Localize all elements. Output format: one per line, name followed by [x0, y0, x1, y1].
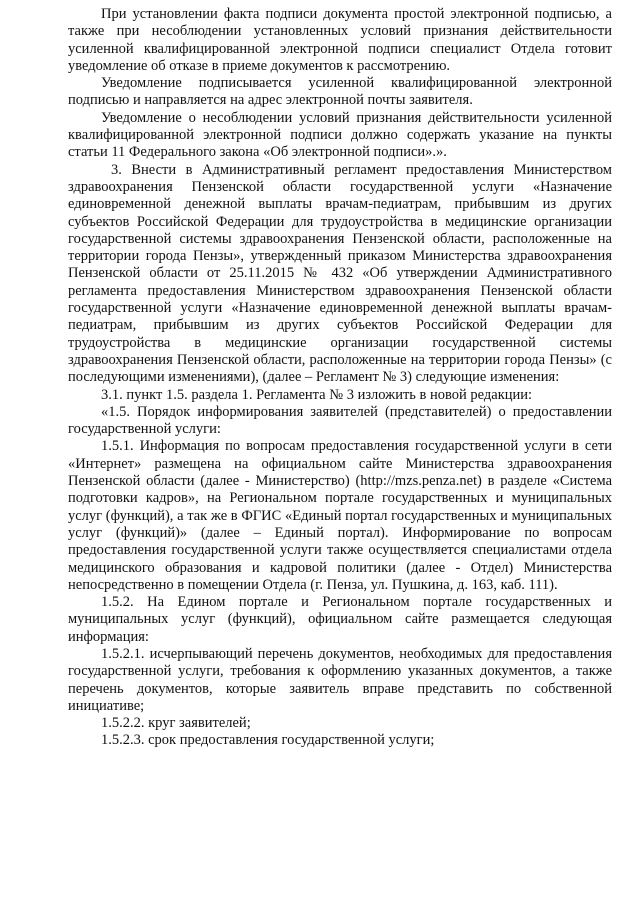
paragraph-6: «1.5. Порядок информирования заявителей (представителей) о предоставлении государственной услуги: [68, 403, 612, 438]
paragraph-1: При установлении факта подписи документа простой электронной подписью, а также при несоблюдении установленных условий признания действительности усиленной квалифицированной электронной подписи специалист Отдела готовит уведомление об отказе в приеме документов к рассмотрению. [68, 6, 612, 74]
paragraph-3: Уведомление о несоблюдении условий признания действительности усиленной квалифицированной электронной подписи должно содержать указание на пункты статьи 11 Федерального закона «Об электронной подписи».». [68, 109, 612, 161]
paragraph-11: 1.5.2.3. срок предоставления государственной услуги; [101, 732, 435, 749]
paragraph-2: Уведомление подписывается усиленной квалифицированной электронной подписью и направляется на адрес электронной почты заявителя. [68, 75, 612, 109]
paragraph-5: 3.1. пункт 1.5. раздела 1. Регламента № 3 изложить в новой редакции: [101, 386, 533, 403]
paragraph-7: 1.5.1. Информация по вопросам предоставления государственной услуги в сети «Интернет» размещена на официальном сайте Министерства здравоохранения Пензенской области (далее - Министерство) (http://mzs.penza.net) в разделе «Система подготовки кадров», на Региональном портале государственных и муниципальных услуг (функций), а так же в ФГИС «Единый портал государственных и муниципальных услуг (функций)» (далее – Единый портал). Информирование по вопросам предоставления государственной услуги также осуществляется специалистами отдела медицинского образования и кадровой политики (далее - Отдел) Министерства непосредственно в помещении Отдела (г. Пенза, ул. Пушкина, д. 163, каб. 111). [68, 438, 612, 593]
paragraph-9: 1.5.2.1. исчерпывающий перечень документов, необходимых для предоставления государственной услуги, требования к оформлению указанных документов, а также перечень документов, которые заявитель вправе представить по собственной инициативе; [68, 645, 612, 714]
paragraph-4: 3. Внести в Административный регламент предоставления Министерством здравоохранения Пензенской области государственной услуги «Назначение единовременной денежной выплаты врачам-педиатрам, прибывшим из других субъектов Российской Федерации для трудоустройства в медицинские организации государственной системы здравоохранения Пензенской области, расположенные на территории города Пензы», утвержденный приказом Министерства здравоохранения Пензенской области от 25.11.2015 № 432 «Об утверждении Административного регламента предоставления Министерством здравоохранения Пензенской области государственной услуги «Назначение единовременной денежной выплаты врачам-педиатрам, прибывшим из других субъектов Российской Федерации для трудоустройства в медицинские организации государственной системы здравоохранения Пензенской области, расположенные на территории города Пензы» (с последующими изменениями), (далее – Регламент № 3) следующие изменения: [68, 161, 612, 386]
paragraph-8: 1.5.2. На Едином портале и Региональном портале государственных и муниципальных услуг (функций), официальном сайте размещается следующая информация: [68, 594, 612, 645]
paragraph-10: 1.5.2.2. круг заявителей; [101, 715, 251, 732]
